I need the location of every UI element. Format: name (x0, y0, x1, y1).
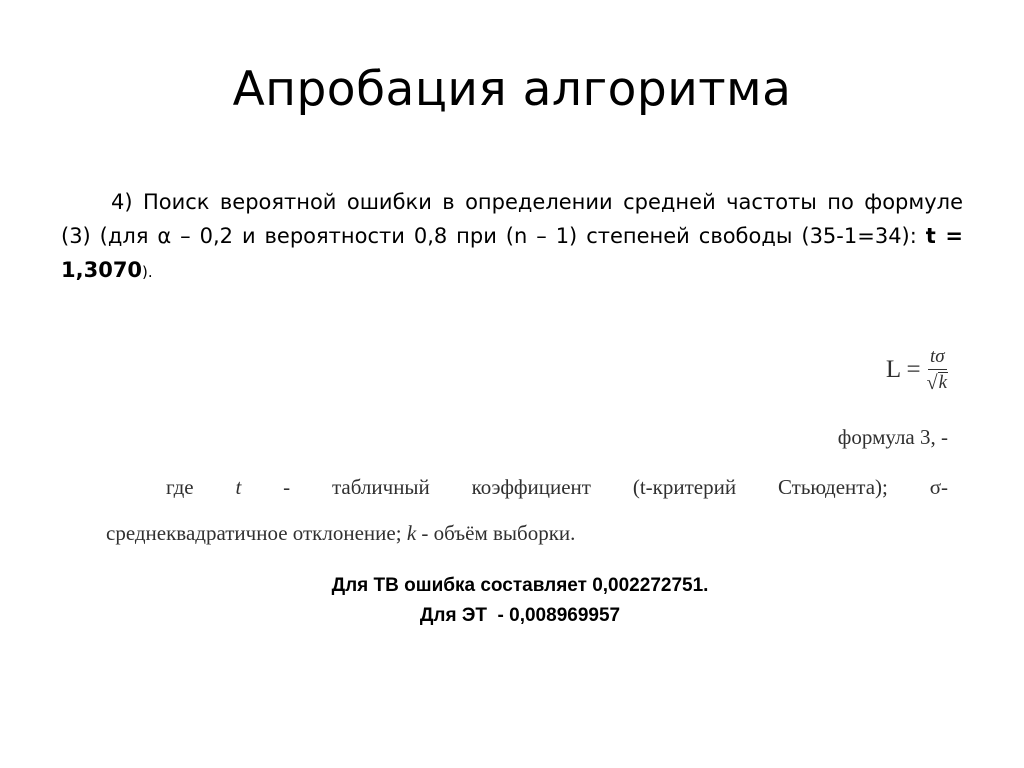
formula-radicand: k (938, 372, 947, 393)
where-line-2 (106, 521, 575, 546)
method-paragraph (61, 185, 963, 289)
where-coefficient: коэффициент (471, 475, 591, 499)
where-sigma: σ- (929, 475, 949, 499)
where-dash: - (283, 475, 291, 499)
formula-lhs: L = (885, 356, 921, 383)
formula-fraction (927, 347, 948, 393)
where-word: где (166, 475, 194, 499)
where-t-criterion: (t-критерий (632, 475, 737, 499)
where-t: t (235, 475, 242, 499)
formula-numerator: tσ (928, 347, 947, 370)
where-line2-k: k (406, 521, 417, 545)
formula-3 (886, 347, 948, 393)
where-line2-end: - объём выборки. (416, 521, 576, 545)
t-value: t = 1,3070 (61, 224, 963, 282)
slide-title: Апробация алгоритма (232, 62, 792, 117)
results (0, 571, 1024, 631)
where-tabular: табличный (332, 475, 430, 499)
sqrt-sign: √ (926, 372, 938, 394)
paragraph-closing: ). (142, 263, 153, 281)
formula-image (100, 335, 960, 555)
formula-denominator (927, 370, 948, 393)
result-tv: Для ТВ ошибка составляет 0,002272751. (331, 575, 709, 596)
result-et: Для ЭТ - 0,008969957 (419, 605, 621, 626)
method-paragraph-text: 4) Поиск вероятной ошибки в определении средней частоты по формуле (3) (для α – 0,2 и вероятности 0,8 при (n – 1) степеней свободы (35-1=34): (61, 190, 963, 248)
formula-caption: формула 3, - (837, 425, 948, 449)
where-student: Стьюдента); (777, 475, 888, 499)
where-line2-start: среднеквадратичное отклонение; (106, 521, 407, 545)
where-line (166, 475, 948, 500)
